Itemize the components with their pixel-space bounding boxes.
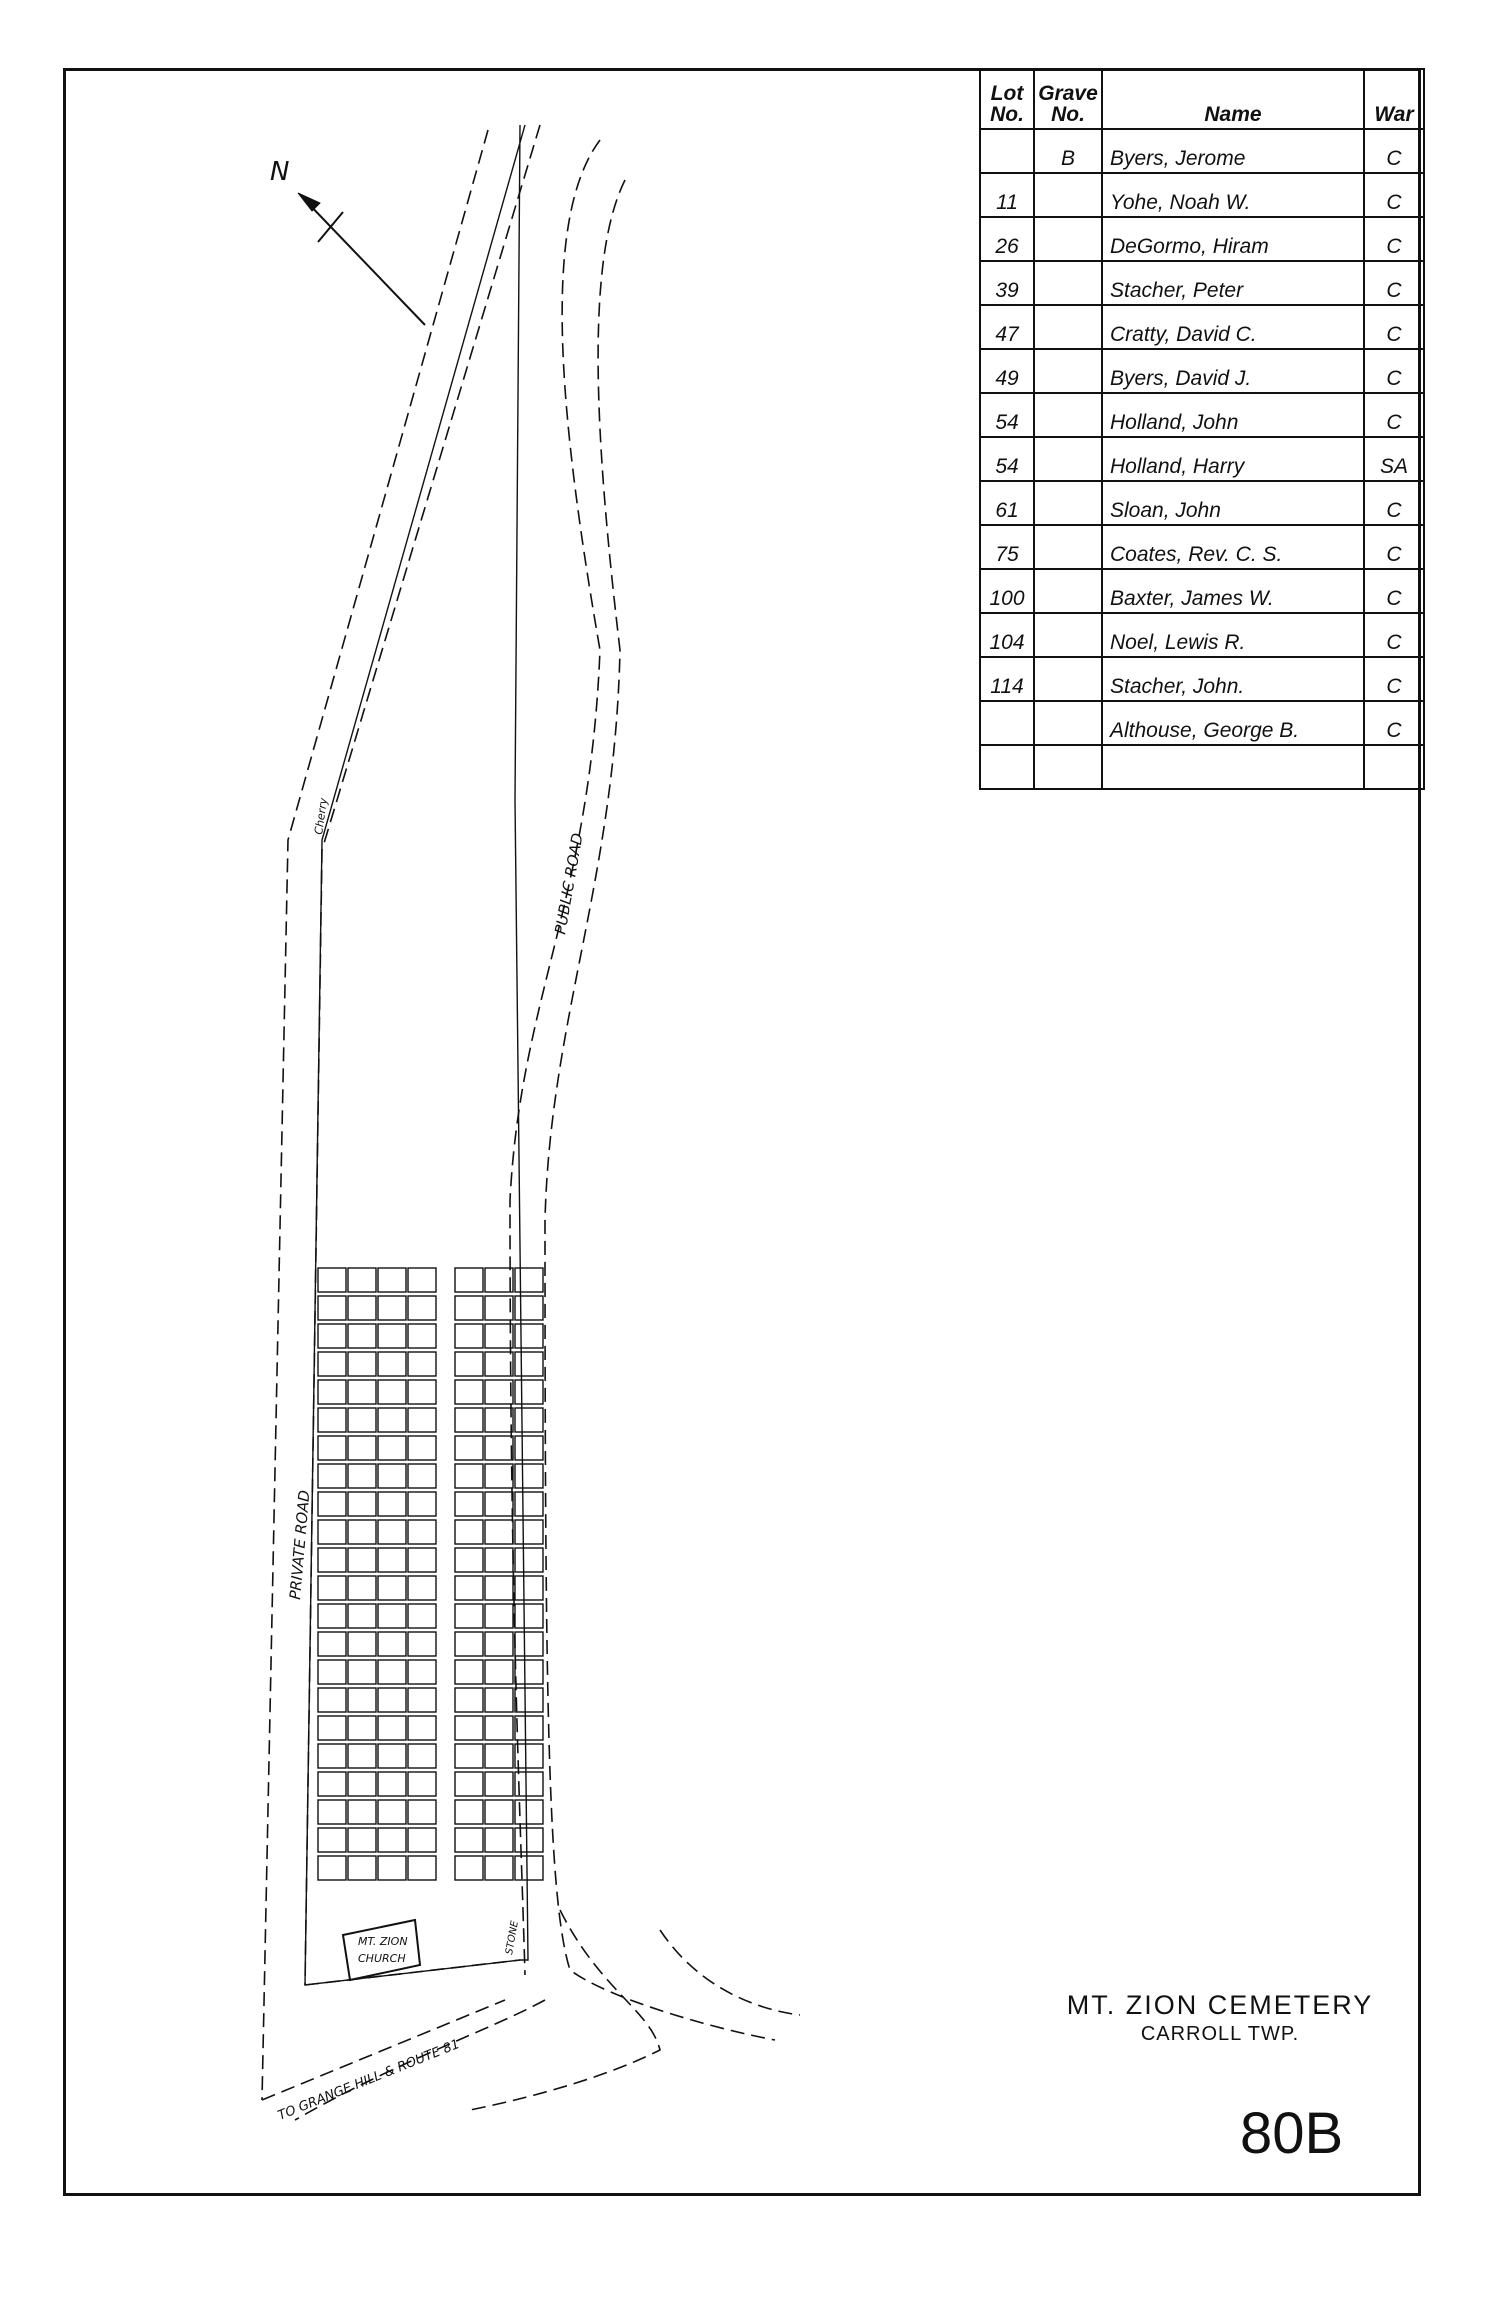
lot-plot [408, 1716, 436, 1740]
lot-plot [515, 1632, 543, 1656]
lot-plot [485, 1660, 513, 1684]
lot-cell [980, 745, 1034, 789]
lot-plot [348, 1324, 376, 1348]
roster-row [980, 437, 1424, 481]
lot-plot [378, 1688, 406, 1712]
lot-plot [318, 1772, 346, 1796]
lot-plot [348, 1548, 376, 1572]
name-cell: Byers, Jerome [1102, 129, 1364, 173]
lot-plot [455, 1408, 483, 1432]
lot-plot [515, 1268, 543, 1292]
lot-plot [318, 1548, 346, 1572]
lot-plot [378, 1492, 406, 1516]
lot-cell: 26 [980, 217, 1034, 261]
lot-plot [455, 1436, 483, 1460]
stone-label: STONE [504, 1919, 521, 1956]
roster-row [980, 657, 1424, 701]
grave-cell [1034, 349, 1102, 393]
war-cell [1364, 745, 1424, 789]
lot-plot [408, 1688, 436, 1712]
lot-plot [455, 1800, 483, 1824]
north-arrow-icon [270, 157, 425, 325]
lot-plot [455, 1716, 483, 1740]
lot-plot [348, 1436, 376, 1460]
lot-plot [378, 1772, 406, 1796]
roster-row [980, 305, 1424, 349]
name-cell: Althouse, George B. [1102, 701, 1364, 745]
lot-plot [318, 1380, 346, 1404]
lot-plot [318, 1716, 346, 1740]
church-label-line2: CHURCH [358, 1952, 406, 1965]
lot-plot [455, 1548, 483, 1572]
lot-plot [455, 1296, 483, 1320]
lot-plot [455, 1856, 483, 1880]
war-cell: C [1364, 525, 1424, 569]
lot-plot [348, 1660, 376, 1684]
public-road [295, 140, 800, 2120]
lot-plot [408, 1380, 436, 1404]
lot-plot [408, 1548, 436, 1572]
lot-plot [348, 1576, 376, 1600]
lot-cell: 47 [980, 305, 1034, 349]
war-cell: C [1364, 305, 1424, 349]
war-cell: C [1364, 613, 1424, 657]
lot-plot [485, 1744, 513, 1768]
name-cell: Holland, Harry [1102, 437, 1364, 481]
roster-row [980, 173, 1424, 217]
lot-plot [378, 1520, 406, 1544]
lot-plot [318, 1520, 346, 1544]
lot-plot [348, 1632, 376, 1656]
name-cell: Cratty, David C. [1102, 305, 1364, 349]
war-cell: C [1364, 217, 1424, 261]
grave-cell [1034, 701, 1102, 745]
lot-plot [485, 1716, 513, 1740]
grave-cell [1034, 481, 1102, 525]
lot-plot [408, 1268, 436, 1292]
lot-plot [378, 1828, 406, 1852]
lot-plot [408, 1576, 436, 1600]
lot-plot [318, 1828, 346, 1852]
sheet-number: 80B [1240, 2101, 1344, 2166]
roster-row [980, 613, 1424, 657]
lot-plot [515, 1296, 543, 1320]
war-cell: C [1364, 569, 1424, 613]
grave-cell [1034, 569, 1102, 613]
lot-plot [318, 1800, 346, 1824]
lot-plot [348, 1296, 376, 1320]
lot-cell: 54 [980, 393, 1034, 437]
lot-plot [455, 1604, 483, 1628]
lot-cell [980, 701, 1034, 745]
lot-plot [455, 1380, 483, 1404]
lot-plot [455, 1492, 483, 1516]
grave-cell [1034, 745, 1102, 789]
lot-plot [378, 1380, 406, 1404]
lot-plot [378, 1548, 406, 1572]
lot-plot [318, 1324, 346, 1348]
lot-plot [378, 1436, 406, 1460]
lot-plot [348, 1828, 376, 1852]
name-cell: Yohe, Noah W. [1102, 173, 1364, 217]
lot-plot [485, 1436, 513, 1460]
roster-row [980, 701, 1424, 745]
war-cell: C [1364, 261, 1424, 305]
lot-plot [515, 1436, 543, 1460]
lot-plot [408, 1856, 436, 1880]
lot-plot [318, 1856, 346, 1880]
name-cell: Sloan, John [1102, 481, 1364, 525]
lot-plot [408, 1296, 436, 1320]
lot-plot [318, 1408, 346, 1432]
lot-plot [378, 1856, 406, 1880]
public-road-label: PUBLIC ROAD [551, 831, 587, 936]
lot-plot [348, 1856, 376, 1880]
grave-cell [1034, 173, 1102, 217]
lot-plot [515, 1520, 543, 1544]
lot-plot [455, 1772, 483, 1796]
lot-plot [378, 1296, 406, 1320]
lot-plot [485, 1464, 513, 1488]
lot-plot [318, 1660, 346, 1684]
grave-cell [1034, 261, 1102, 305]
war-cell: C [1364, 393, 1424, 437]
roster-row [980, 525, 1424, 569]
lot-plot [378, 1352, 406, 1376]
lot-plot [515, 1828, 543, 1852]
lot-plot [485, 1828, 513, 1852]
lot-cell: 104 [980, 613, 1034, 657]
burial-roster-table [979, 68, 1425, 790]
lot-plot [408, 1632, 436, 1656]
lot-cell: 114 [980, 657, 1034, 701]
lot-plot [485, 1688, 513, 1712]
war-cell: C [1364, 481, 1424, 525]
lot-plot [318, 1268, 346, 1292]
route-label: TO GRANGE HILL & ROUTE 81 [275, 2036, 462, 2124]
lot-plot [378, 1324, 406, 1348]
lot-plot [348, 1688, 376, 1712]
grave-cell [1034, 613, 1102, 657]
lot-plot [455, 1324, 483, 1348]
cemetery-lot-grid [318, 1268, 543, 1880]
lot-plot [455, 1688, 483, 1712]
war-header: War [1364, 69, 1424, 129]
grave-cell [1034, 437, 1102, 481]
lot-plot [378, 1800, 406, 1824]
lot-plot [408, 1436, 436, 1460]
lot-plot [408, 1324, 436, 1348]
lot-plot [408, 1352, 436, 1376]
roster-header-row [980, 69, 1424, 129]
name-cell: Stacher, John. [1102, 657, 1364, 701]
lot-plot [378, 1660, 406, 1684]
lot-plot [348, 1464, 376, 1488]
lot-cell: 49 [980, 349, 1034, 393]
lot-plot [485, 1324, 513, 1348]
lot-plot [378, 1576, 406, 1600]
grave-header: Grave No. [1034, 69, 1102, 129]
lot-cell: 11 [980, 173, 1034, 217]
cherry-label: Cherry [312, 796, 331, 836]
war-cell: C [1364, 173, 1424, 217]
lot-plot [378, 1604, 406, 1628]
lot-plot [318, 1632, 346, 1656]
title-block [1030, 1990, 1410, 2046]
lot-plot [485, 1408, 513, 1432]
lot-plot [485, 1604, 513, 1628]
private-road-label: PRIVATE ROAD [286, 1489, 314, 1601]
north-label: N [270, 157, 290, 187]
roster-row [980, 349, 1424, 393]
private-road [262, 125, 540, 2100]
lot-plot [348, 1744, 376, 1768]
lot-cell [980, 129, 1034, 173]
lot-plot [455, 1520, 483, 1544]
lot-plot [455, 1744, 483, 1768]
lot-plot [378, 1268, 406, 1292]
grave-cell [1034, 305, 1102, 349]
lot-plot [348, 1268, 376, 1292]
name-cell: DeGormo, Hiram [1102, 217, 1364, 261]
lot-plot [455, 1660, 483, 1684]
lot-plot [378, 1464, 406, 1488]
lot-plot [515, 1380, 543, 1404]
roster-row [980, 481, 1424, 525]
lot-plot [485, 1492, 513, 1516]
lot-plot [348, 1520, 376, 1544]
lot-plot [408, 1408, 436, 1432]
lot-plot [378, 1632, 406, 1656]
lot-plot [485, 1548, 513, 1572]
lot-plot [318, 1576, 346, 1600]
roster-body [980, 129, 1424, 789]
church-label-line1: MT. ZION [358, 1935, 408, 1948]
lot-plot [515, 1324, 543, 1348]
lot-plot [408, 1520, 436, 1544]
grave-cell [1034, 393, 1102, 437]
lot-plot [348, 1380, 376, 1404]
lot-plot [408, 1660, 436, 1684]
lot-plot [515, 1408, 543, 1432]
lot-plot [318, 1464, 346, 1488]
lot-plot [515, 1548, 543, 1572]
war-cell: C [1364, 657, 1424, 701]
name-cell: Stacher, Peter [1102, 261, 1364, 305]
lot-plot [318, 1492, 346, 1516]
lot-plot [515, 1604, 543, 1628]
grave-cell [1034, 217, 1102, 261]
lot-plot [515, 1716, 543, 1740]
war-cell: C [1364, 349, 1424, 393]
lot-plot [485, 1576, 513, 1600]
lot-plot [348, 1408, 376, 1432]
lot-cell: 54 [980, 437, 1034, 481]
lot-plot [378, 1716, 406, 1740]
lot-plot [408, 1800, 436, 1824]
lot-cell: 75 [980, 525, 1034, 569]
lot-plot [485, 1296, 513, 1320]
lot-cell: 39 [980, 261, 1034, 305]
lot-plot [515, 1744, 543, 1768]
lot-plot [348, 1352, 376, 1376]
lot-cell: 61 [980, 481, 1034, 525]
lot-plot [318, 1744, 346, 1768]
lot-plot [455, 1352, 483, 1376]
lot-plot [408, 1492, 436, 1516]
lot-plot [348, 1800, 376, 1824]
lot-plot [485, 1268, 513, 1292]
name-cell [1102, 745, 1364, 789]
roster-row [980, 261, 1424, 305]
lot-plot [455, 1632, 483, 1656]
lot-plot [515, 1492, 543, 1516]
lot-plot [485, 1352, 513, 1376]
grave-cell [1034, 525, 1102, 569]
lot-plot [408, 1772, 436, 1796]
lot-plot [515, 1352, 543, 1376]
lot-plot [348, 1604, 376, 1628]
lot-plot [515, 1464, 543, 1488]
lot-plot [348, 1492, 376, 1516]
lot-plot [318, 1688, 346, 1712]
name-cell: Byers, David J. [1102, 349, 1364, 393]
lot-plot [318, 1604, 346, 1628]
lot-plot [318, 1296, 346, 1320]
lot-plot [408, 1604, 436, 1628]
lot-plot [408, 1464, 436, 1488]
lot-plot [485, 1632, 513, 1656]
lot-plot [455, 1268, 483, 1292]
grave-cell [1034, 657, 1102, 701]
lot-plot [455, 1464, 483, 1488]
name-cell: Baxter, James W. [1102, 569, 1364, 613]
lot-plot [318, 1352, 346, 1376]
lot-plot [318, 1436, 346, 1460]
roster-row [980, 745, 1424, 789]
name-header: Name [1102, 69, 1364, 129]
lot-header: Lot No. [980, 69, 1034, 129]
lot-plot [485, 1800, 513, 1824]
grave-cell: B [1034, 129, 1102, 173]
cemetery-title: MT. ZION CEMETERY [1066, 1990, 1374, 2020]
lot-plot [348, 1716, 376, 1740]
lot-plot [408, 1828, 436, 1852]
lot-plot [455, 1828, 483, 1852]
lot-cell: 100 [980, 569, 1034, 613]
roster-row [980, 129, 1424, 173]
lot-plot [455, 1576, 483, 1600]
roster-row [980, 569, 1424, 613]
lot-plot [515, 1660, 543, 1684]
lot-plot [515, 1856, 543, 1880]
war-cell: SA [1364, 437, 1424, 481]
roster-row [980, 393, 1424, 437]
lot-plot [378, 1408, 406, 1432]
name-cell: Noel, Lewis R. [1102, 613, 1364, 657]
lot-plot [515, 1688, 543, 1712]
township-subtitle: CARROLL TWP. [1140, 2023, 1300, 2045]
cemetery-boundary [305, 125, 528, 1985]
lot-plot [348, 1772, 376, 1796]
war-cell: C [1364, 129, 1424, 173]
lot-plot [515, 1576, 543, 1600]
lot-plot [408, 1744, 436, 1768]
lot-plot [378, 1744, 406, 1768]
lot-plot [485, 1520, 513, 1544]
roster-row [980, 217, 1424, 261]
name-cell: Holland, John [1102, 393, 1364, 437]
lot-plot [485, 1856, 513, 1880]
war-cell: C [1364, 701, 1424, 745]
church-building [343, 1920, 420, 1980]
lot-plot [485, 1380, 513, 1404]
name-cell: Coates, Rev. C. S. [1102, 525, 1364, 569]
lot-plot [485, 1772, 513, 1796]
